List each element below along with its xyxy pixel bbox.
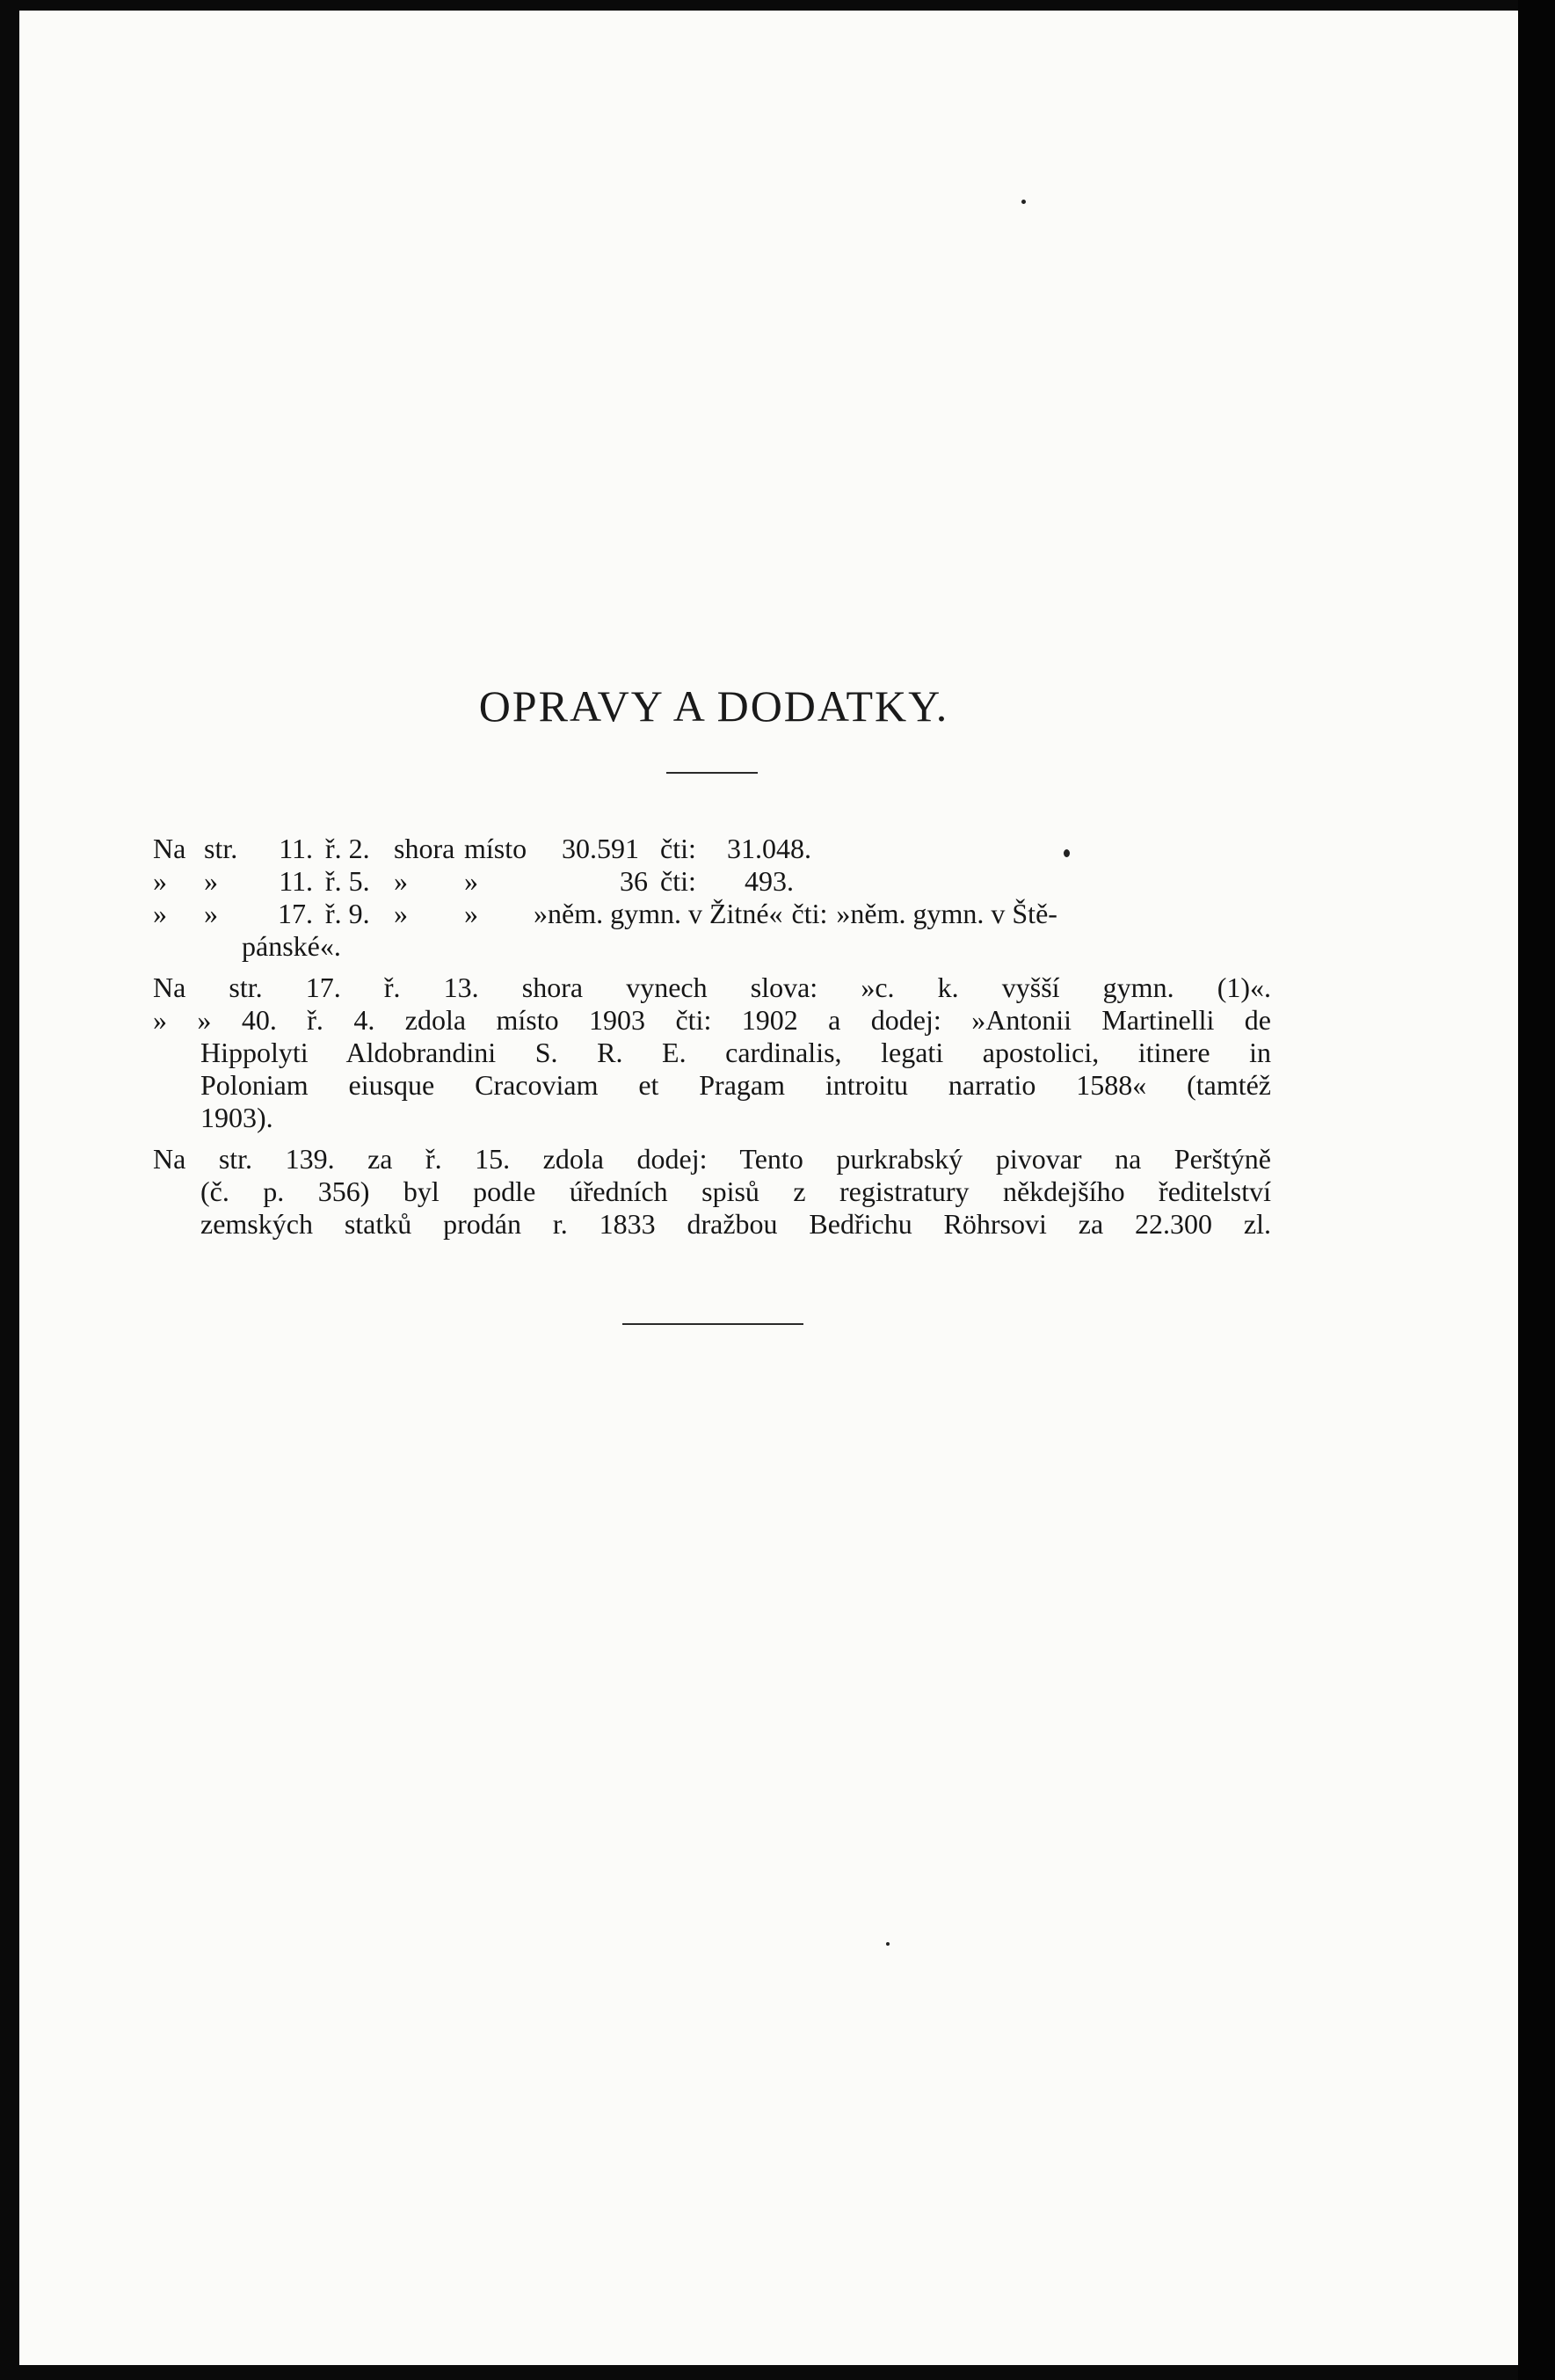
row-instead: » bbox=[464, 865, 478, 897]
row-old-value: 30.591 bbox=[562, 833, 639, 864]
row-str: » bbox=[204, 865, 218, 897]
row-page: 17. bbox=[278, 898, 313, 929]
row-new-value: 493. bbox=[745, 865, 794, 897]
scan-border bbox=[1518, 0, 1555, 2380]
scan-speck bbox=[886, 1942, 890, 1946]
row-instead: » bbox=[464, 898, 478, 929]
row-prefix: » bbox=[153, 898, 167, 929]
row-old-value: »něm. gymn. v Žitné« bbox=[534, 898, 783, 929]
row-page: 11. bbox=[279, 833, 313, 864]
closing-divider bbox=[622, 1323, 803, 1325]
row-direction: shora bbox=[394, 833, 455, 864]
row-line: ř. 9. bbox=[325, 898, 370, 929]
document-page bbox=[19, 11, 1518, 2365]
errata-entry-first-line: Na str. 139. za ř. 15. zdola dodej: Tento purkrabský pivovar na Perštýně bbox=[153, 1143, 1271, 1175]
row-direction: » bbox=[394, 898, 408, 929]
errata-entry: Na str. 17. ř. 13. shora vynech slova: »c. k. vyšší gymn. (1)«. bbox=[153, 972, 1271, 1003]
spacer bbox=[153, 1134, 1271, 1143]
row-read: čti: bbox=[791, 898, 828, 929]
row-read: čti: bbox=[660, 833, 696, 864]
row-str: » bbox=[204, 898, 218, 929]
errata-entry-line: Poloniam eiusque Cracoviam et Pragam introitu narratio 1588« (tamtéž bbox=[200, 1069, 1271, 1101]
row-instead: místo bbox=[464, 833, 527, 864]
title-divider bbox=[666, 772, 758, 774]
row-continuation: pánské«. bbox=[242, 930, 341, 962]
row-old-value: 36 bbox=[620, 865, 648, 897]
row-new-value: 31.048. bbox=[727, 833, 811, 864]
row-page: 11. bbox=[279, 865, 313, 897]
errata-entry-line: 1903). bbox=[200, 1102, 273, 1133]
errata-entry-line: Hippolyti Aldobrandini S. R. E. cardinalis, legati apostolici, itinere in bbox=[200, 1037, 1271, 1068]
errata-entry-line: zemských statků prodán r. 1833 dražbou Bedřichu Röhrsovi za 22.300 zl. bbox=[200, 1208, 1271, 1240]
errata-row bbox=[153, 865, 1271, 898]
errata-entry-line: (č. p. 356) byl podle úředních spisů z registratury někdejšího ředitelství bbox=[200, 1175, 1271, 1207]
row-line: ř. 5. bbox=[325, 865, 370, 897]
row-direction: » bbox=[394, 865, 408, 897]
scan-speck bbox=[1064, 849, 1070, 857]
scan-speck bbox=[1021, 200, 1026, 204]
row-new-value: »něm. gymn. v Ště- bbox=[836, 898, 1057, 929]
row-prefix: Na bbox=[153, 833, 186, 864]
row-prefix: » bbox=[153, 865, 167, 897]
spacer bbox=[153, 963, 1271, 972]
row-str: str. bbox=[204, 833, 238, 864]
errata-list bbox=[153, 833, 1271, 1241]
errata-row bbox=[153, 898, 1271, 930]
row-read: čti: bbox=[660, 865, 696, 897]
page-title: OPRAVY A DODATKY. bbox=[478, 681, 949, 731]
errata-row bbox=[153, 833, 1271, 865]
errata-entry-first-line: » » 40. ř. 4. zdola místo 1903 čti: 1902 a dodej: »Antonii Martinelli de bbox=[153, 1004, 1271, 1036]
row-line: ř. 2. bbox=[325, 833, 370, 864]
